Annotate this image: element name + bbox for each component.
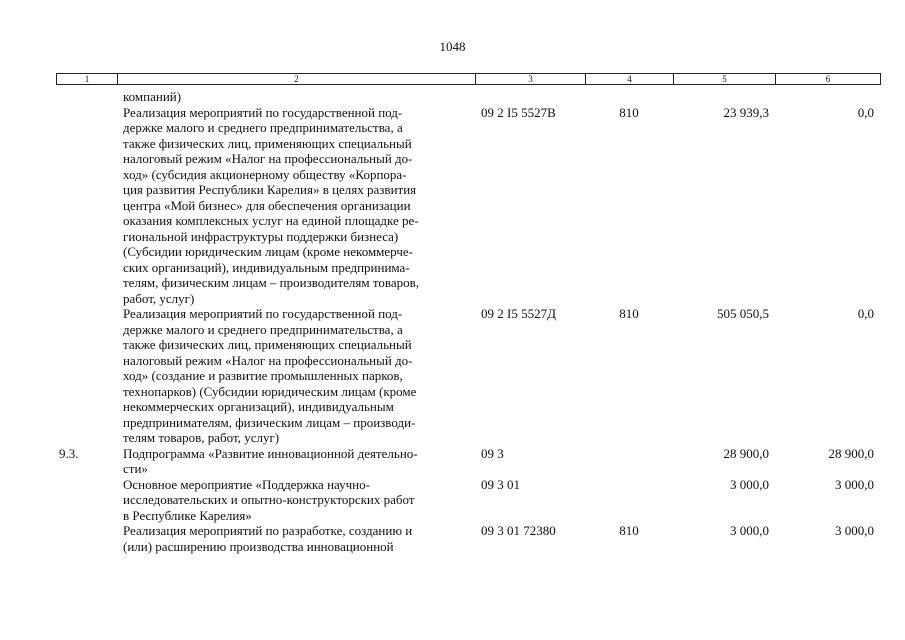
table-row [56, 446, 880, 477]
table-row [56, 477, 880, 524]
row-target-code: 09 3 01 [481, 476, 520, 492]
description-line: предпринимателям, физическим лицам – производи- [123, 414, 416, 430]
row-expense-type [585, 446, 673, 477]
row-amount-col6: 3 000,0 [835, 523, 874, 538]
row-description [117, 446, 475, 477]
row-target-code: 09 2 I5 5527Д [481, 306, 556, 321]
description-line: Реализация мероприятий по разработке, созданию и [123, 523, 413, 538]
description-line: телям товаров, работ, услуг) [123, 430, 280, 445]
row-amount-col6: 0,0 [857, 306, 874, 321]
row-description [117, 89, 475, 105]
budget-table [56, 89, 880, 554]
description-line: технопарков) (Субсидии юридическим лицам (кроме [123, 383, 417, 399]
description-line: ход» (субсидия акционерному обществу «Корпора- [123, 166, 407, 182]
row-amount-col5: 28 900,0 [723, 445, 769, 461]
description-line: центра «Мой бизнес» для обеспечения организации [123, 197, 411, 213]
row-amount-col6: 3 000,0 [835, 476, 874, 492]
row-amount-col5 [673, 89, 775, 105]
description-line: в Республике Карелия» [123, 507, 252, 523]
description-line: ция развития Республики Карелия» в целях развития [123, 182, 417, 197]
description-line: налоговый режим «Налог на профессиональный до- [123, 352, 413, 368]
row-amount-col5: 3 000,0 [730, 476, 769, 492]
description-line: также физических лиц, применяющих специальный [123, 135, 412, 151]
row-expense-type [585, 477, 673, 524]
row-number: 9.3. [59, 445, 79, 461]
row-amount-col6: 28 900,0 [828, 445, 874, 461]
description-line: (или) расширению производства инновационной [123, 538, 394, 554]
row-amount-col5: 505 050,5 [717, 306, 769, 321]
column-header-3: 3 [476, 74, 586, 85]
row-expense-type: 810 [619, 306, 639, 321]
row-target-code: 09 3 [481, 445, 504, 461]
description-line: телям, физическим лицам – производителям товаров, [123, 275, 419, 290]
page-number: 1048 [439, 39, 466, 54]
row-description [117, 523, 475, 554]
row-number [56, 523, 117, 554]
description-line: ход» (создание и развитие промышленных парков, [123, 368, 403, 383]
row-amount-col6: 0,0 [857, 104, 874, 120]
budget-table-body [56, 89, 880, 554]
column-header-4: 4 [586, 74, 674, 85]
row-expense-type [585, 89, 673, 105]
description-line: Подпрограмма «Развитие инновационной деятельно- [123, 445, 418, 461]
description-line: налоговый режим «Налог на профессиональный до- [123, 151, 413, 166]
row-number [56, 477, 117, 524]
column-header-2: 2 [118, 74, 476, 85]
row-amount-col5: 23 939,3 [723, 104, 769, 120]
row-number [56, 105, 117, 307]
description-line: держке малого и среднего предпринимательства, а [123, 120, 403, 135]
row-description [117, 306, 475, 446]
description-line: гиональной инфраструктуры поддержки бизнеса) [123, 228, 399, 244]
description-line: исследовательских и опытно-конструкторских работ [123, 492, 415, 507]
row-amount-col5: 3 000,0 [730, 523, 769, 538]
table-row [56, 89, 880, 105]
row-description [117, 477, 475, 524]
description-line: ских организаций), индивидуальным предпринима- [123, 259, 410, 275]
description-line: также физических лиц, применяющих специальный [123, 337, 412, 352]
row-target-code [475, 89, 585, 105]
row-target-code: 09 3 01 72380 [481, 523, 556, 538]
row-expense-type: 810 [619, 523, 639, 538]
row-description [117, 105, 475, 307]
row-amount-col6 [775, 89, 880, 105]
description-line: Реализация мероприятий по государственной под- [123, 306, 403, 321]
description-line: компаний) [123, 89, 182, 104]
description-line: держке малого и среднего предпринимательства, а [123, 321, 403, 337]
table-row [56, 523, 880, 554]
row-number [56, 306, 117, 446]
description-line: оказания комплексных услуг на единой площадке ре- [123, 213, 419, 228]
column-number-header [56, 73, 881, 85]
row-target-code: 09 2 I5 5527В [481, 104, 556, 120]
description-line: работ, услуг) [123, 290, 195, 306]
row-number [56, 89, 117, 105]
table-row [56, 306, 880, 446]
table-row [56, 105, 880, 307]
column-header-5: 5 [674, 74, 776, 85]
description-line: некоммерческих организаций), индивидуальным [123, 399, 394, 414]
column-header-1: 1 [57, 74, 118, 85]
description-line: Реализация мероприятий по государственной под- [123, 104, 403, 120]
column-header-6: 6 [776, 74, 881, 85]
column-number-row [57, 74, 881, 85]
description-line: Основное мероприятие «Поддержка научно- [123, 476, 370, 492]
row-expense-type: 810 [619, 104, 639, 120]
description-line: сти» [123, 461, 148, 476]
description-line: (Субсидии юридическим лицам (кроме некоммерче- [123, 244, 413, 259]
